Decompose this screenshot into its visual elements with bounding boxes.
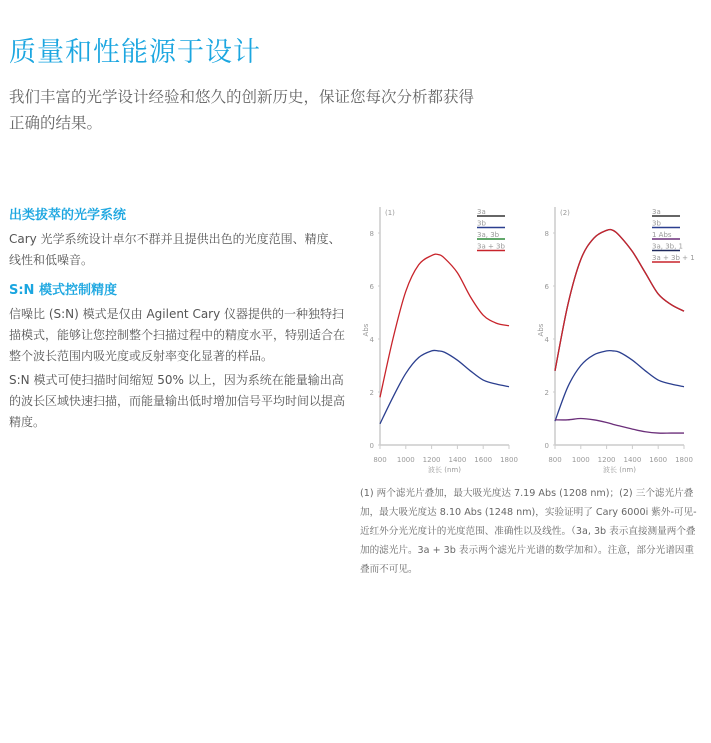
x-tick-label: 800 (548, 456, 562, 464)
legend-label: 3b (652, 219, 661, 228)
x-tick-label: 1200 (597, 456, 616, 464)
section2-body1: 信噪比 (S:N) 模式是仅由 Agilent Cary 仪器提供的一种独特扫描模式，能够让您控制整个扫描过程中的精度水平，特别适合在整个波长范围内吸光度或反射率变化显著的样品。 (9, 307, 346, 363)
x-tick-label: 1000 (396, 456, 415, 464)
section2-body2: S:N 模式可使扫描时间缩短 50% 以上，因为系统在能量输出高的波长区域快速扫描，而能量输出低时增加信号平均时间以提高精度。 (9, 373, 346, 429)
x-tick-label: 1800 (675, 456, 693, 464)
legend-label: 3a (477, 208, 486, 216)
chart-title: (1) (385, 209, 395, 217)
y-tick-label: 2 (544, 389, 549, 397)
series-line-1-Abs (555, 419, 684, 434)
x-tick-label: 1000 (571, 456, 590, 464)
legend-label: 3a (652, 208, 661, 216)
legend-label: 3a + 3b + 1 (652, 254, 695, 262)
y-axis-label: Abs (537, 323, 545, 337)
x-tick-label: 1600 (474, 456, 493, 464)
x-tick-label: 1400 (448, 456, 467, 464)
y-tick-label: 0 (544, 442, 549, 450)
y-tick-label: 4 (544, 336, 549, 344)
x-tick-label: 1600 (649, 456, 668, 464)
legend-label: 3a + 3b (477, 242, 505, 251)
section1-heading: 出类拔萃的光学系统 (9, 208, 127, 223)
series-line-3a-3b (380, 254, 509, 397)
legend-label: 1 Abs (652, 231, 672, 239)
y-axis-label: Abs (362, 323, 370, 337)
legend-label: 3b (477, 219, 486, 228)
section2-heading: S:N 模式控制精度 (9, 283, 117, 298)
y-tick-label: 0 (369, 442, 374, 450)
x-axis-label: 波长 (nm) (603, 466, 636, 474)
y-tick-label: 4 (369, 336, 374, 344)
y-tick-label: 8 (544, 230, 549, 238)
y-tick-label: 8 (369, 230, 374, 238)
x-tick-label: 1400 (623, 456, 642, 464)
lead-text: 我们丰富的光学设计经验和悠久的创新历史，保证您每次分析都获得正确的结果。 (9, 88, 475, 132)
x-tick-label: 1800 (500, 456, 518, 464)
page-title: 质量和性能源于设计 (9, 37, 261, 68)
x-tick-label: 1200 (422, 456, 441, 464)
x-tick-label: 800 (373, 456, 387, 464)
section1-body: Cary 光学系统设计卓尔不群并且提供出色的光度范围、精度、线性和低噪音。 (9, 232, 341, 267)
chart-title: (2) (560, 209, 570, 217)
series-line-3b (555, 351, 684, 422)
x-axis-label: 波长 (nm) (428, 466, 461, 474)
y-tick-label: 6 (369, 283, 374, 291)
y-tick-label: 2 (369, 389, 374, 397)
series-line-3b (380, 350, 509, 423)
legend-label: 3a, 3b (477, 231, 500, 239)
figure-caption: (1) 两个滤光片叠加，最大吸光度达 7.19 Abs (1208 nm)；(2) 三个滤光片叠加，最大吸光度达 8.10 Abs (1248 nm)，实验证明了 Cary 6000i 紫外-可见-近红外分光光度计的光度范围、准确性以及线性。（3a, 3b 表示直接测量两个叠加的滤光片。3a + 3b 表示两个滤光片光谱的数学加和）。注意，部分光谱因重叠而不可见。 (360, 488, 697, 575)
y-tick-label: 6 (544, 283, 549, 291)
legend-label: 3a, 3b, 1 (652, 242, 683, 251)
